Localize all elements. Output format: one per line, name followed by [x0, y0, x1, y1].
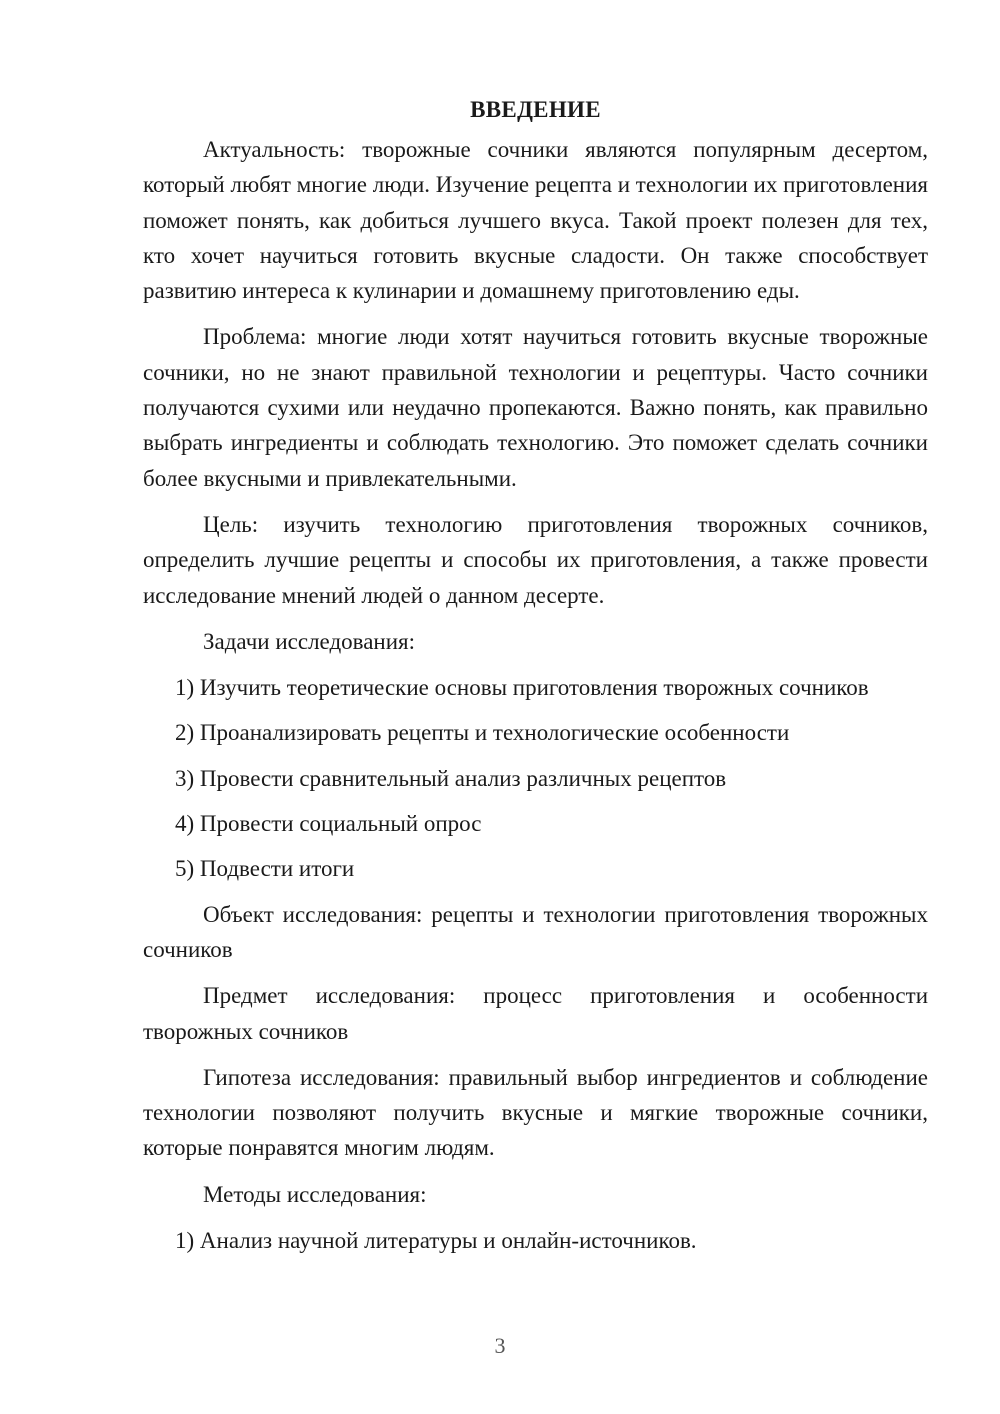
task-item: 4) Провести социальный опрос — [175, 811, 482, 837]
object-paragraph: Объект исследования: рецепты и технологии приготовления творожных сочников — [143, 901, 928, 962]
task-item: 2) Проанализировать рецепты и технологические особенности — [175, 720, 790, 746]
relevance-paragraph: Актуальность: творожные сочники являются популярным десертом, который любят многие люди. Изучение рецепта и технологии их приготовления поможет понять, как добиться лучшего вкуса. Такой проект полезен для тех, кто хочет научиться готовить вкусные сладости. Он также способствует развитию интереса к кулинарии и домашнему приготовлению еды. — [143, 137, 928, 304]
problem-paragraph: Проблема: многие люди хотят научиться готовить вкусные творожные сочники, но не знают правильной технологии и рецептуры. Часто сочники получаются сухими или неудачно пропекаются. Важно понять, как правильно выбрать ингредиенты и соблюдать технологию. Это поможет сделать сочники более вкусными и привлекательными. — [143, 324, 928, 491]
methods-list — [143, 1223, 928, 1258]
tasks-label: Задачи исследования: — [203, 628, 416, 654]
section-heading: ВВЕДЕНИЕ — [470, 97, 601, 122]
task-item: 1) Изучить теоретические основы приготовления творожных сочников — [175, 675, 869, 701]
subject-paragraph: Предмет исследования: процесс приготовления и особенности творожных сочников — [143, 983, 928, 1044]
task-item: 5) Подвести итоги — [175, 856, 355, 882]
page-number: 3 — [494, 1333, 506, 1358]
hypothesis-paragraph: Гипотеза исследования: правильный выбор ингредиентов и соблюдение технологии позволяют получить вкусные и мягкие творожные сочники, которые понравятся многим людям. — [143, 1064, 928, 1161]
method-item: 1) Анализ научной литературы и онлайн-источников. — [175, 1228, 697, 1254]
tasks-list — [143, 670, 928, 886]
goal-paragraph: Цель: изучить технологию приготовления творожных сочников, определить лучшие рецепты и способы их приготовления, а также провести исследование мнений людей о данном десерте. — [143, 511, 928, 608]
task-item: 3) Провести сравнительный анализ различных рецептов — [175, 765, 727, 791]
methods-label: Методы исследования: — [203, 1181, 427, 1207]
page-content — [143, 92, 928, 1268]
